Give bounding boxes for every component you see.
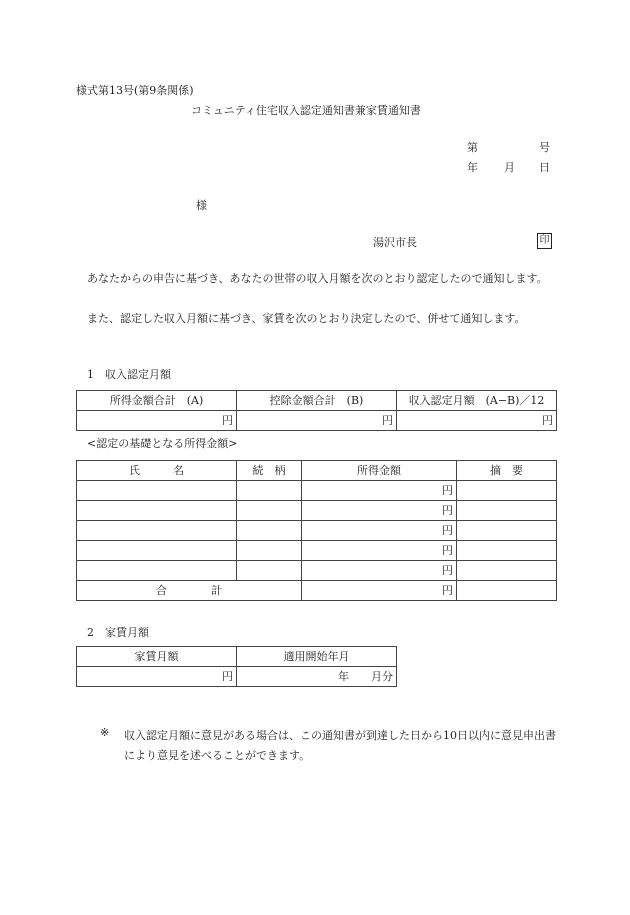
rent-table	[76, 646, 397, 687]
name-field[interactable]	[77, 521, 237, 541]
table-header-row	[77, 647, 397, 667]
monthly-income-field[interactable]: 円	[397, 411, 557, 431]
relation-field[interactable]	[237, 521, 302, 541]
remarks-field[interactable]	[457, 541, 557, 561]
monthly-rent-field[interactable]: 円	[77, 667, 237, 687]
name-field[interactable]	[77, 541, 237, 561]
header-monthly-income: 収入認定月額 (A−B)／12	[397, 391, 557, 411]
header-name: 氏 名	[77, 461, 237, 481]
note-mark: ※	[100, 726, 110, 739]
relation-field[interactable]	[237, 501, 302, 521]
relation-field[interactable]	[237, 481, 302, 501]
total-row	[77, 581, 557, 601]
header-remarks: 摘 要	[457, 461, 557, 481]
body-paragraph-2: また、認定した収入月額に基づき、家賃を次のとおり決定したので、併せて通知します。	[87, 312, 526, 325]
seal-mark: 印	[537, 233, 552, 249]
table-header-row	[77, 461, 557, 481]
start-month-field[interactable]: 年 月分	[237, 667, 397, 687]
table-row	[77, 541, 557, 561]
remarks-field[interactable]	[457, 501, 557, 521]
income-field[interactable]: 円	[302, 501, 457, 521]
remarks-field[interactable]	[457, 561, 557, 581]
form-number: 様式第13号(第9条関係)	[76, 84, 194, 97]
income-total-field[interactable]: 円	[77, 411, 237, 431]
document-title: コミュニティ住宅収入認定通知書兼家賃通知書	[191, 104, 421, 117]
issuer-name: 湯沢市長	[373, 236, 417, 249]
header-deduction-total: 控除金額合計 (B)	[237, 391, 397, 411]
name-field[interactable]	[77, 561, 237, 581]
income-basis-table	[76, 460, 557, 601]
note-text: 収入認定月額に意見がある場合は、この通知書が到達した日から10日以内に意見申出書により意見を述べることができます。	[124, 729, 556, 762]
name-field[interactable]	[77, 481, 237, 501]
income-table	[76, 390, 557, 431]
table-row	[77, 561, 557, 581]
table-row	[77, 667, 397, 687]
section-1-heading: 1 収入認定月額	[87, 368, 171, 381]
header-income-total: 所得金額合計 (A)	[77, 391, 237, 411]
date-year: 年	[467, 161, 478, 174]
table-row	[77, 481, 557, 501]
income-field[interactable]: 円	[302, 561, 457, 581]
income-field[interactable]: 円	[302, 481, 457, 501]
total-income-field[interactable]: 円	[302, 581, 457, 601]
section-2-heading: 2 家賃月額	[87, 626, 149, 639]
table-row	[77, 521, 557, 541]
basis-heading: <認定の基礎となる所得金額>	[87, 437, 238, 450]
table-row	[77, 501, 557, 521]
total-label: 合 計	[77, 581, 302, 601]
date-day: 日	[539, 161, 550, 174]
relation-field[interactable]	[237, 541, 302, 561]
header-income: 所得金額	[302, 461, 457, 481]
remarks-field[interactable]	[457, 521, 557, 541]
number-suffix: 号	[539, 141, 550, 154]
income-field[interactable]: 円	[302, 541, 457, 561]
header-relation: 続 柄	[237, 461, 302, 481]
total-remarks-field[interactable]	[457, 581, 557, 601]
name-field[interactable]	[77, 501, 237, 521]
table-header-row	[77, 391, 557, 411]
date-month: 月	[504, 161, 515, 174]
relation-field[interactable]	[237, 561, 302, 581]
addressee-suffix: 様	[196, 199, 207, 212]
header-start-month: 適用開始年月	[237, 647, 397, 667]
number-prefix: 第	[467, 141, 478, 154]
body-paragraph-1: あなたからの申告に基づき、あなたの世帯の収入月額を次のとおり認定したので通知します。	[87, 272, 548, 285]
header-monthly-rent: 家賃月額	[77, 647, 237, 667]
income-field[interactable]: 円	[302, 521, 457, 541]
deduction-total-field[interactable]: 円	[237, 411, 397, 431]
remarks-field[interactable]	[457, 481, 557, 501]
table-row	[77, 411, 557, 431]
